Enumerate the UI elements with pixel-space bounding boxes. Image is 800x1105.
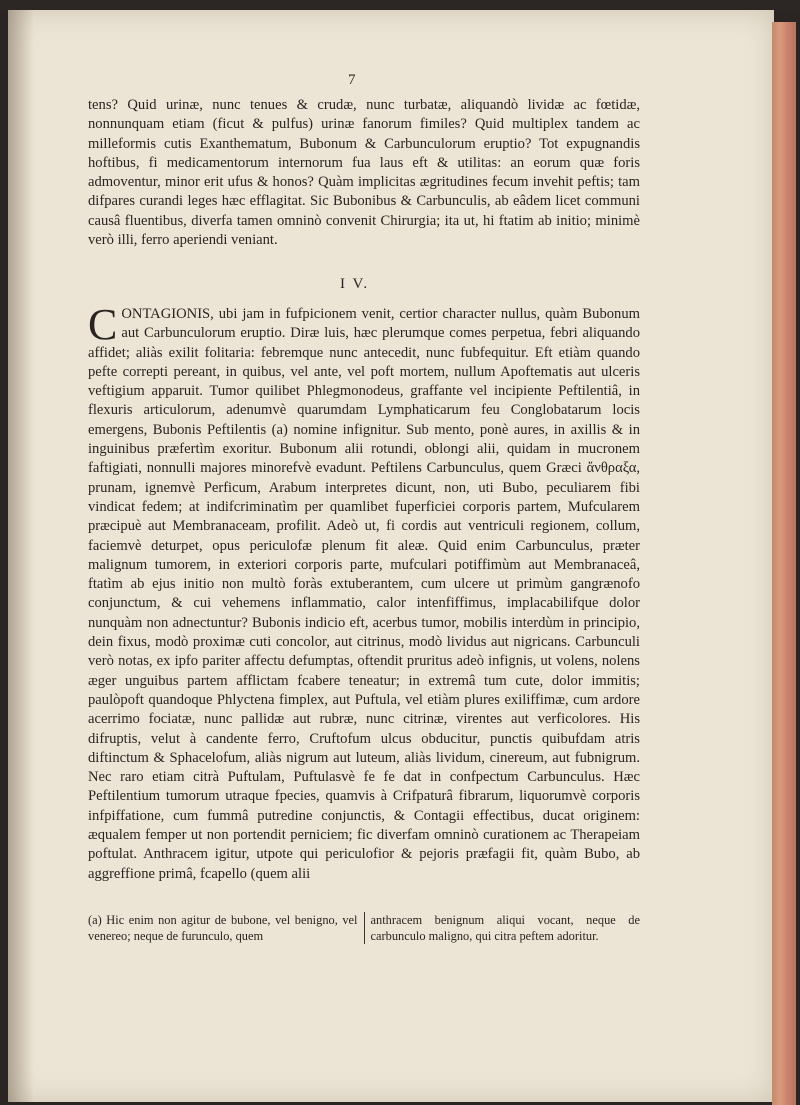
paragraph-2	[88, 300, 640, 884]
page-number: 7	[348, 72, 356, 88]
page-edge	[772, 22, 796, 1105]
paragraph-2-text: ONTAGIONIS, ubi jam in fufpicionem venit, certior character nullus, quàm Bubonum aut Carbunculorum eruptio. Diræ luis, hæc plerumque comes perpetua, febri aliquando affidet; aliàs exilit folitaria: febremque nunc antecedit, nunc fubfequitur. Eft etiàm quando pefte correpti pereant, in quibus, vel ante, vel poft mortem, nullum Apoftematis aut ulceris veftigium apparuit. Tumor quilibet Phlegmonodeus, graffante vel incipiente Peftilentiâ, in flexuris articulorum, adenumvè quarumdam Lymphaticarum feu Conglobatarum locis emergens, Bubonis Peftilentis (a) nomine infignitur. Sub mento, ponè aures, in axillis & in inguinibus præfertìm exoritur. Bubonum alii rotundi, oblongi alii, quidam in mucronem faftigiati, nonnulli majores minorefvè evadunt. Peftilens Carbunculus, quem Græci ἄνθραξα, prunam, ignemvè Perficum, Arabum interpretes dicunt, non, uti Bubo, peculiarem fibi vindicat fedem; at indifcriminatìm per quamlibet fuperficiei corporis partem, Mufcularem præcipuè aut Membranaceam, profilit. Adeò ut, fi cordis aut ventriculi regionem, collum, faciemvè deturpet, opus periculofæ plenum fit aleæ. Quid enim Carbunculus, præter malignum tumorem, in exteriori corporis parte, mufculari potiffimùm aut Membranaceâ, ftatìm ab ejus initio non multò foràs extuberantem, cum ulcere ut primùm gangrænofo conjunctum, & cui vehemens inflammatio, calor intenfiffimus, implacabilifque dolor nunquàm non adnectuntur? Bubonis indicio eft, acerbus tumor, mobilis interdùm in principio, dein fixus, modò proximæ cuti concolor, aut citrinus, modò lividus aut nigricans. Carbunculi verò notas, ex ipfo pariter affectu defumptas, oftendit pruritus adeò infignis, ut volens, nolens æger unguibus partem afflictam fcabere teneatur; in extremâ tum cute, dolor immitis; paulòpoft quandoque Phlyctena fimplex, aut Puftula, vel etiàm plures exiliffimæ, cum ardore acerrimo fociatæ, nunc pallidæ aut rubræ, nunc citrinæ, virentes aut verficolores. His difruptis, velut à candente ferro, Cruftofum ulcus obducitur, punctis quibufdam atris diftinctum & Sphacelofum, aliàs nigrum aut luteum, aliàs lividum, cinereum, aut fubnigrum. Nec raro etiam citrà Puftulam, Puftulasvè fe fe dat in confpectum Carbunculus. Hæc Peftilentium tumorum utraque fpecies, quamvis à Crifpaturâ fibrarum, liquorumvè corporis infpiffatione, cum fummâ putredine conjunctis, & Contagii effectibus, ducat originem: æqualem femper ut non portendit perniciem; fic diverfam omninò curationem ac Therapeiam poftulat. Anthracem igitur, utpote qui periculofior & pejoris præfagii fit, quàm Bubo, ab aggreffione primâ, fcapello (quem alii	[88, 306, 640, 882]
footnotes	[88, 912, 640, 944]
gutter-shade	[8, 10, 34, 1102]
footnote-left: (a) Hic enim non agitur de bubone, vel benigno, vel venereo; neque de furunculo, quem	[88, 912, 365, 944]
paragraph-1	[88, 96, 640, 250]
footnote-right: anthracem benignum aliqui vocant, neque de carbunculo maligno, qui citra peftem adoritur.	[370, 913, 640, 943]
paragraph-1-text: tens? Quid urinæ, nunc tenues & crudæ, nunc turbatæ, aliquandò lividæ ac fœtidæ, nonnunquam etiam (ficut & pulfus) urinæ fanorum fimiles? Quid multiplex tandem ac milleformis cutis Exanthematum, Bubonum & Carbunculorum eruptio? Tot expugnandis hoftibus, fi medicamentorum internorum fua laus eft & utilitas: an eorum quæ foris admoventur, minor erit ufus & honos? Quàm implicitas ægritudines fecum invehit peftis; tam difpares curandi leges hæc efflagitat. Sic Bubonibus & Carbunculis, ab eâdem licet communi causâ fluentibus, diverfa tamen omninò convenit Chirurgia; ita ut, hi ftatim ab initio; minimè verò illi, ferro aperiendi veniant.	[88, 97, 640, 249]
section-heading: I V.	[340, 276, 370, 292]
drop-cap: C	[88, 300, 118, 349]
